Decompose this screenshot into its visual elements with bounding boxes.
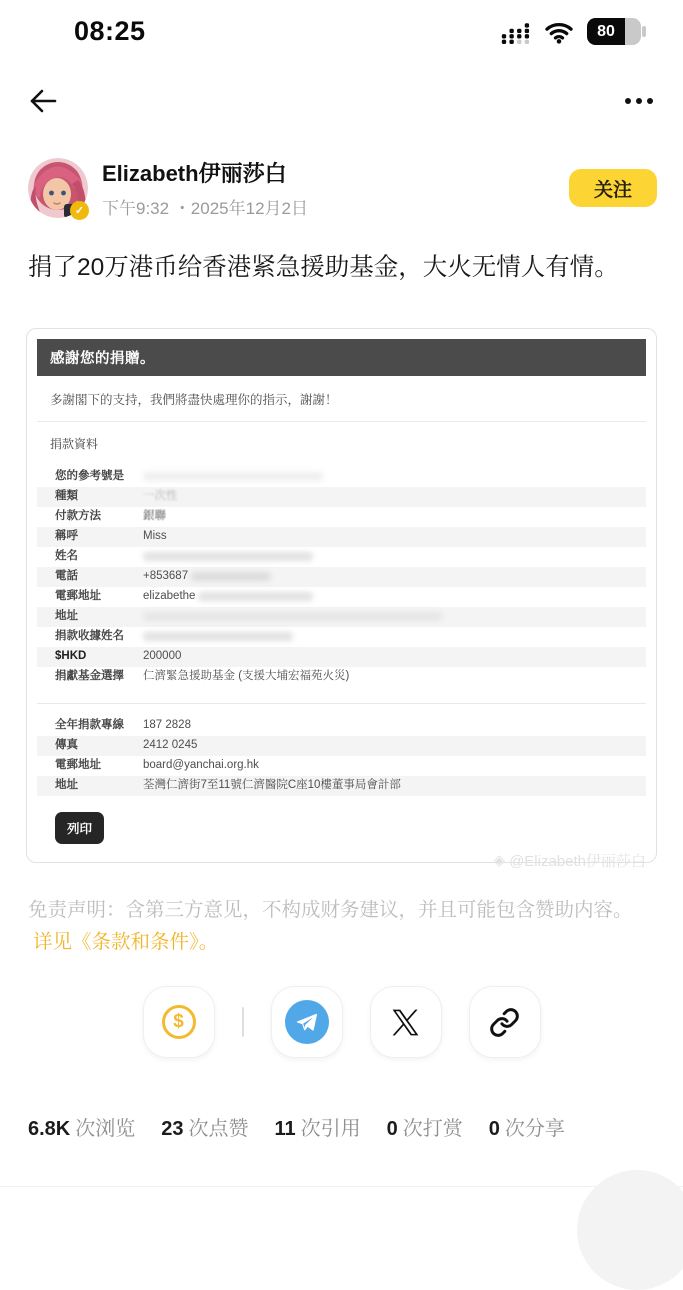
share-telegram-button[interactable]	[271, 986, 343, 1058]
redacted-value	[143, 612, 443, 621]
table-row: 姓名	[37, 547, 646, 567]
post-body-text: 捐了20万港币给香港紧急援助基金，大火无情人有情。	[28, 254, 619, 281]
receipt-section-title: 捐款資料	[50, 436, 99, 451]
author-block	[102, 157, 569, 219]
avatar[interactable]	[28, 158, 88, 218]
table-row: 地址 荃灣仁濟街7至11號仁濟醫院C座10樓董事局會計部	[37, 776, 646, 796]
table-row: 種類 一次性	[37, 487, 646, 507]
verified-badge-icon: ✓	[70, 201, 89, 220]
watermark-logo-icon: ◈	[493, 852, 506, 870]
table-row: $HKD 200000	[37, 647, 646, 667]
redacted-value	[191, 572, 271, 581]
receipt-contact-table	[37, 703, 646, 796]
author-name[interactable]: Elizabeth伊丽莎白	[102, 161, 287, 186]
stats-row	[28, 1112, 655, 1141]
table-row: 全年捐款專線 187 2828	[55, 719, 191, 732]
nav-bar	[28, 85, 653, 117]
table-row: 捐款收據姓名	[37, 627, 646, 647]
redacted-value	[143, 632, 293, 641]
receipt-table	[37, 467, 646, 687]
table-row: 傳真 2412 0245	[37, 736, 646, 756]
actions-divider	[242, 1007, 244, 1037]
back-icon[interactable]	[28, 87, 58, 115]
post-header	[28, 157, 657, 219]
disclaimer-text: 免责声明：含第三方意见，不构成财务建议，并且可能包含赞助内容。	[28, 898, 633, 921]
receipt-image-card[interactable]	[26, 328, 657, 870]
bottom-divider	[0, 1186, 683, 1187]
x-icon	[390, 1007, 421, 1038]
tip-button[interactable]	[143, 986, 215, 1058]
follow-button[interactable]: 关注	[569, 169, 657, 207]
stat-shares[interactable]: 0 次分享	[488, 1118, 565, 1141]
terms-link[interactable]: 详见《条款和条件》。	[33, 930, 219, 953]
disclaimer	[28, 896, 655, 958]
table-row: 付款方法 銀聯	[55, 510, 166, 523]
stat-views[interactable]: 6.8K 次浏览	[28, 1118, 136, 1141]
more-options-icon[interactable]	[625, 98, 653, 104]
wifi-icon	[544, 20, 574, 44]
battery-percent: 80	[587, 18, 625, 45]
stat-tips[interactable]: 0 次打赏	[386, 1118, 463, 1141]
signal-icon	[501, 20, 531, 44]
post-timestamp: 下午9:32 ・2025年12月2日	[102, 199, 308, 218]
receipt-thanks-line: 多謝閣下的支持，我們將盡快處理你的指示，謝謝！	[37, 376, 646, 422]
table-row: 捐獻基金選擇 仁濟緊急援助基金 (支援大埔宏福苑火災)	[55, 670, 350, 683]
telegram-icon	[285, 1000, 329, 1044]
receipt-header: 感謝您的捐贈。	[37, 339, 646, 376]
print-button: 列印	[55, 812, 104, 844]
table-row: 稱呼 Miss	[37, 527, 646, 547]
table-row: 電話 +853687	[37, 567, 646, 587]
battery-icon	[587, 18, 641, 45]
table-row: 您的參考號是	[37, 467, 646, 487]
link-icon	[489, 1007, 520, 1038]
clock: 08:25	[74, 16, 146, 46]
table-row: 電郵地址 board@yanchai.org.hk	[55, 759, 259, 772]
table-row: 地址	[37, 607, 646, 627]
tip-icon: $	[162, 1005, 196, 1039]
redacted-value	[143, 552, 313, 561]
redacted-value	[198, 592, 313, 601]
status-icons	[501, 18, 641, 45]
stat-likes[interactable]: 23 次点赞	[161, 1118, 249, 1141]
floating-button-peek[interactable]	[577, 1170, 683, 1290]
stat-quotes[interactable]: 11 次引用	[274, 1118, 361, 1141]
share-x-button[interactable]	[370, 986, 442, 1058]
actions-row	[0, 986, 683, 1058]
status-bar	[0, 0, 683, 47]
redacted-value	[143, 472, 323, 481]
watermark: ◈ @Elizabeth伊丽莎白	[493, 852, 646, 870]
copy-link-button[interactable]	[469, 986, 541, 1058]
table-row: 電郵地址 elizabethe	[37, 587, 646, 607]
